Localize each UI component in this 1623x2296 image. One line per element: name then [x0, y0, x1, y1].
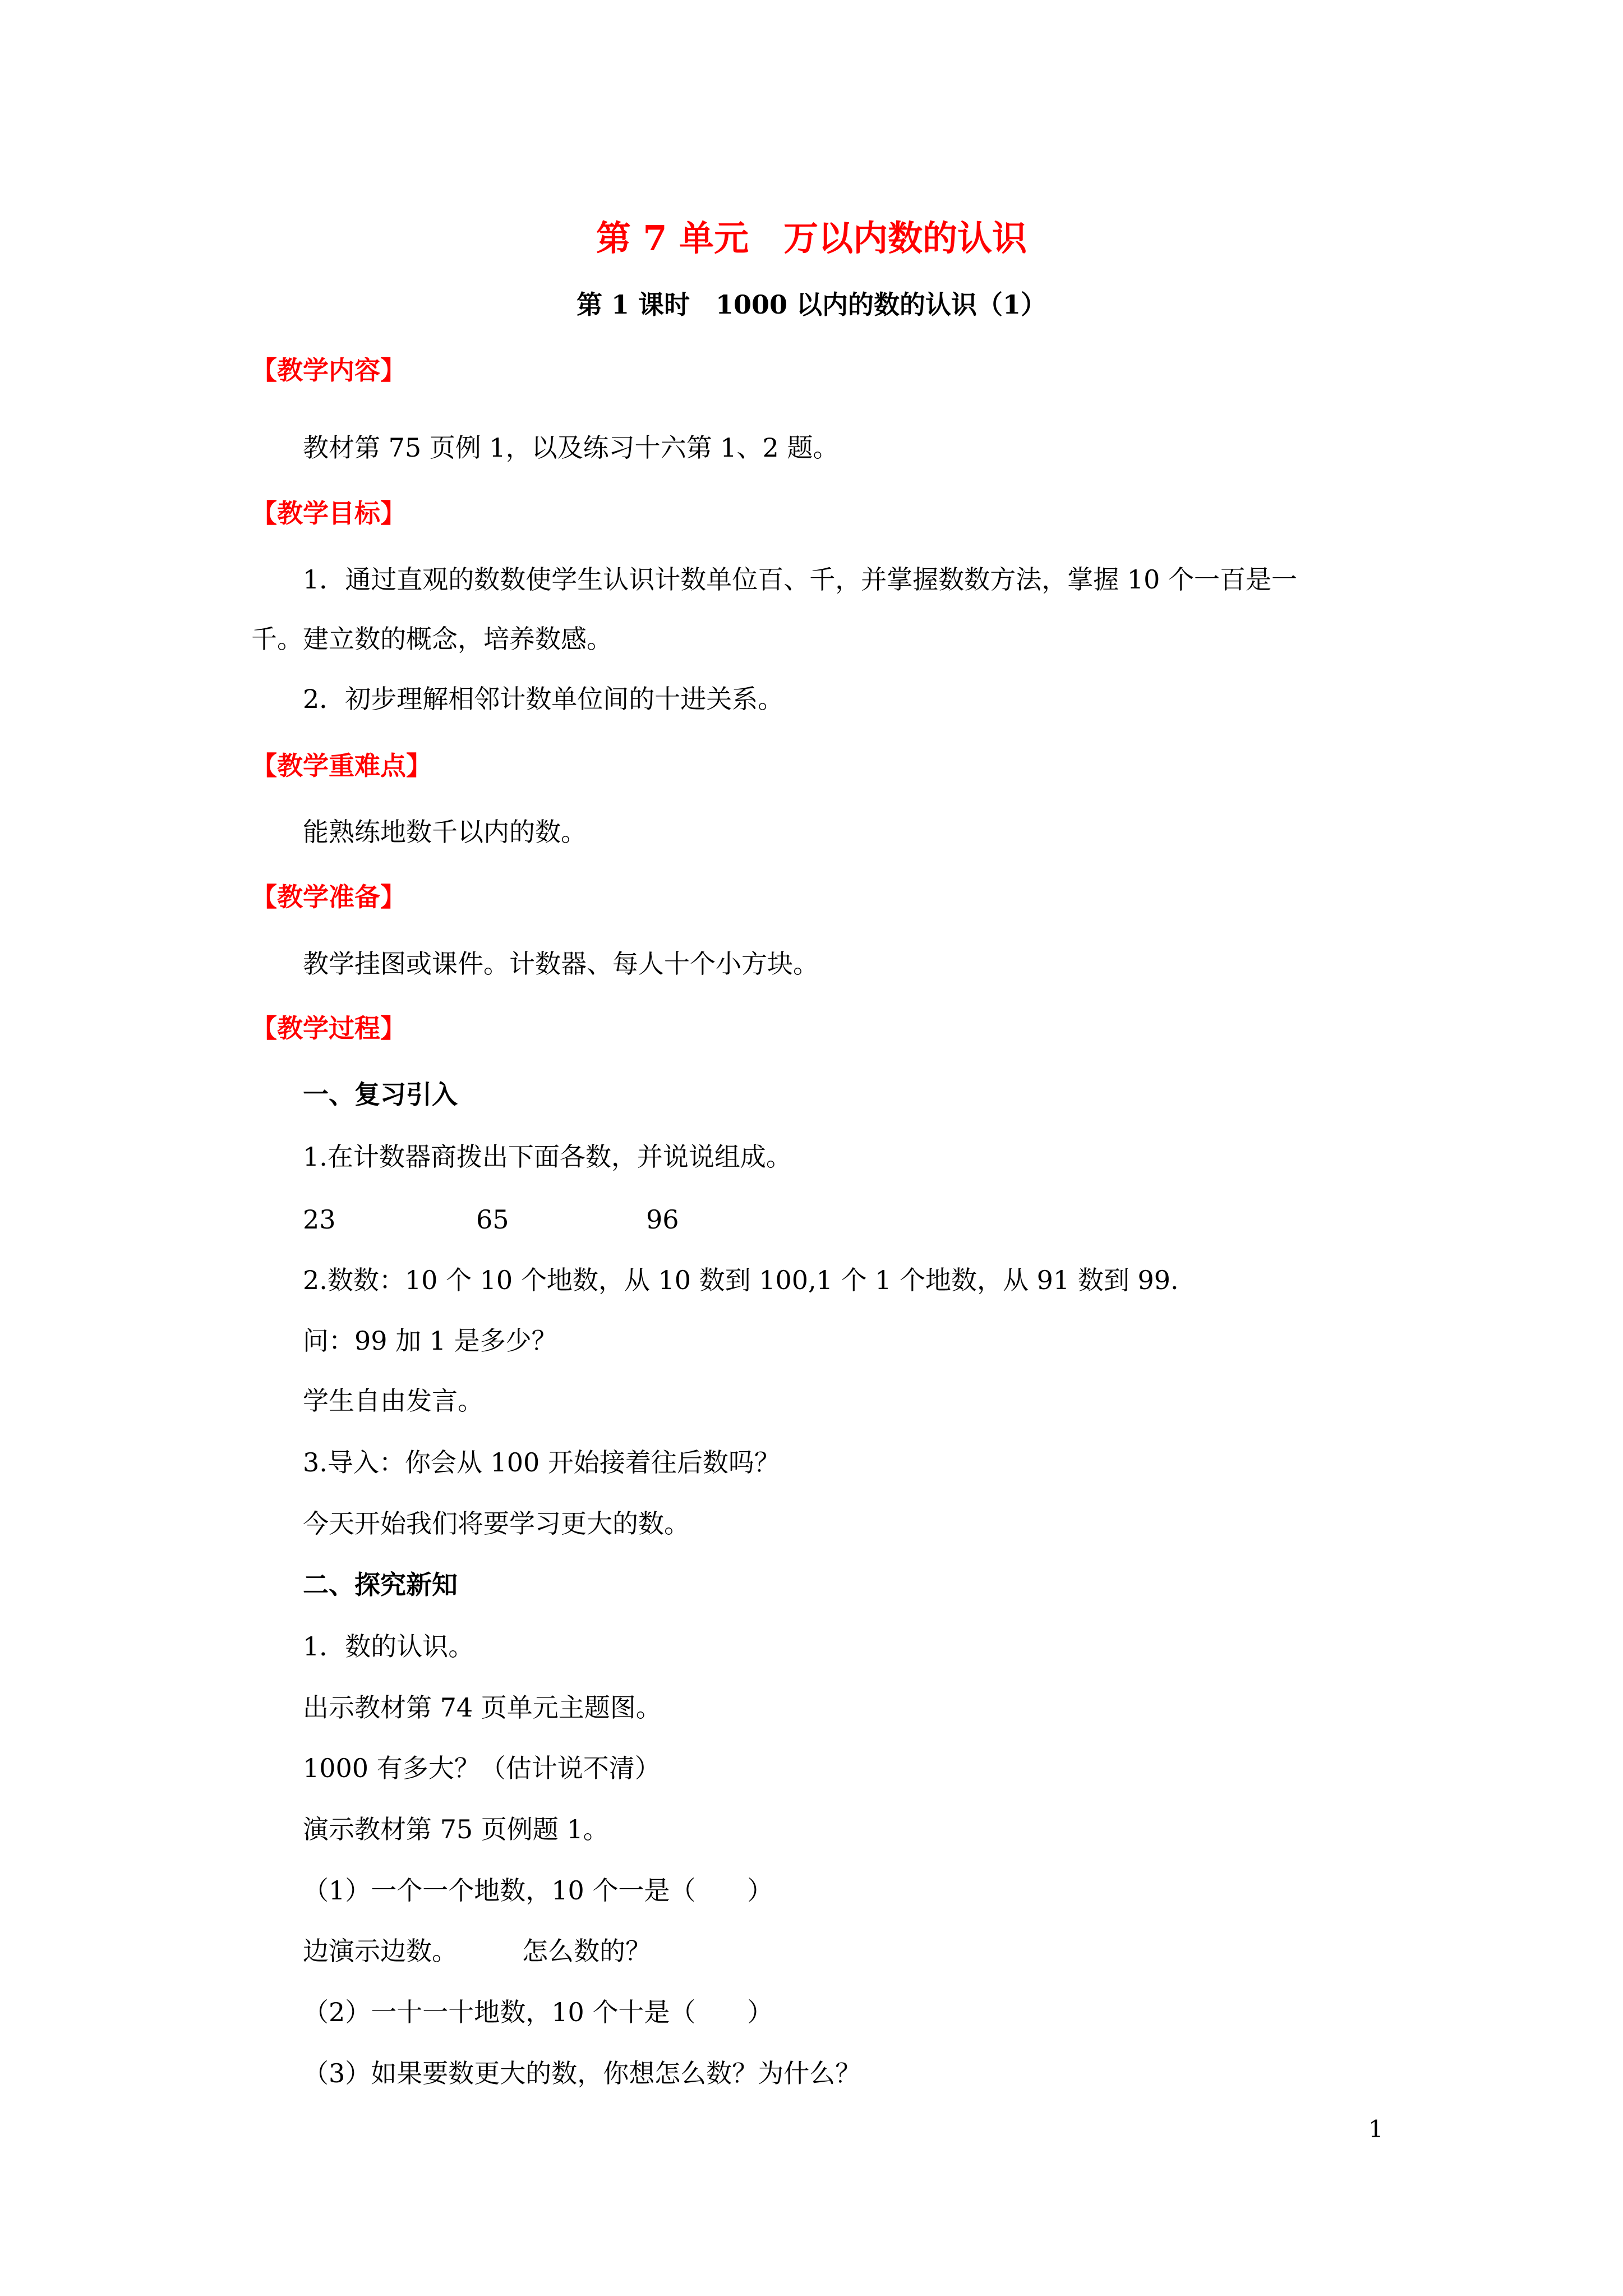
review-item-2: 2.数数：10 个 10 个地数，从 10 数到 100,1 个 1 个地数，从 91 数到 99. — [303, 1265, 1179, 1295]
review-item-3: 3.导入：你会从 100 开始接着往后数吗？ — [303, 1447, 780, 1478]
demo-text: 演示教材第 75 页例题 1。 — [303, 1814, 609, 1844]
goal-2: 2．初步理解相邻计数单位间的十进关系。 — [303, 684, 784, 714]
intro-text: 今天开始我们将要学习更大的数。 — [303, 1508, 690, 1539]
question-text: 问：99 加 1 是多少？ — [303, 1326, 557, 1356]
key-points-heading: 【教学重难点】 — [251, 751, 432, 781]
part-1-title: 一、复习引入 — [303, 1079, 458, 1110]
step-3: （3）如果要数更大的数，你想怎么数？为什么？ — [303, 2058, 861, 2088]
lesson-subtitle: 第 1 课时 1000 以内的数的认识（1） — [576, 289, 1047, 320]
page-title: 第 7 单元 万以内数的认识 — [596, 218, 1027, 259]
show-text: 出示教材第 74 页单元主题图。 — [303, 1692, 662, 1723]
page-number: 1 — [1368, 2115, 1384, 2143]
step-1-note: 边演示边数。 怎么数的？ — [303, 1936, 651, 1966]
content-text: 教材第 75 页例 1，以及练习十六第 1、2 题。 — [303, 432, 839, 463]
process-heading: 【教学过程】 — [251, 1013, 406, 1043]
preparation-heading: 【教学准备】 — [251, 882, 406, 912]
explore-item-1: 1．数的认识。 — [303, 1631, 474, 1662]
how-big-text: 1000 有多大？（估计说不清） — [303, 1753, 661, 1783]
goal-1-line-2: 千。建立数的概念，培养数感。 — [251, 624, 612, 654]
number-item: 65 — [476, 1204, 509, 1235]
part-2-title: 二、探究新知 — [303, 1570, 458, 1600]
step-1: （1）一个一个地数，10 个一是（ ） — [303, 1875, 773, 1906]
number-item: 96 — [646, 1204, 679, 1235]
goals-heading: 【教学目标】 — [251, 498, 406, 528]
step-2: （2）一十一十地数，10 个十是（ ） — [303, 1997, 773, 2027]
number-item: 23 — [303, 1204, 336, 1235]
content-heading: 【教学内容】 — [251, 355, 406, 385]
key-points-text: 能熟练地数千以内的数。 — [303, 817, 587, 847]
preparation-text: 教学挂图或课件。计数器、每人十个小方块。 — [303, 949, 819, 979]
student-response: 学生自由发言。 — [303, 1386, 483, 1416]
goal-1-line-1: 1．通过直观的数数使学生认识计数单位百、千，并掌握数数方法，掌握 10 个一百是一 — [303, 564, 1298, 595]
review-item-1: 1.在计数器商拨出下面各数，并说说组成。 — [303, 1142, 792, 1172]
